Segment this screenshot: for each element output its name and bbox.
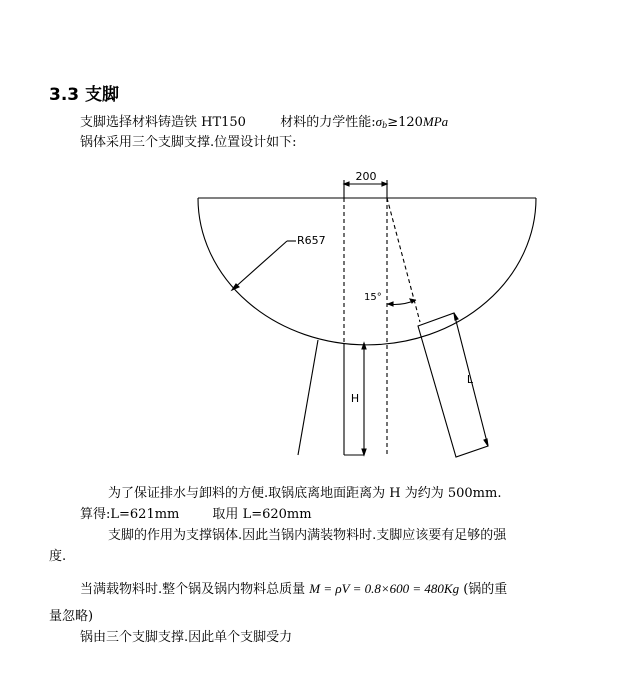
section-number: 3.3	[49, 85, 80, 105]
material-property-label: 材料的力学性能:	[280, 115, 376, 130]
radius-leader	[232, 241, 287, 290]
height-label: H	[350, 392, 360, 405]
mass-line	[80, 581, 507, 598]
sigma-subscript: b	[382, 121, 388, 130]
mass-formula: M = ρV = 0.8×600 = 480Kg	[309, 581, 460, 596]
length-label: L	[466, 373, 474, 386]
purpose-line-2: 度.	[49, 549, 67, 564]
radius-label: R657	[297, 234, 326, 247]
material-text: 支脚选择材料铸造铁 HT150	[80, 115, 246, 130]
sigma-unit: MPa	[422, 114, 449, 129]
dim-label-200: 200	[355, 170, 377, 183]
last-line: 锅由三个支脚支撑.因此单个支脚受力	[80, 630, 293, 645]
mass-prefix: 当满载物料时.整个锅及锅内物料总质量	[80, 582, 306, 597]
height-paragraph: 为了保证排水与卸料的方便.取锅底离地面距离为 H 为约为 500mm.	[108, 486, 502, 501]
mass-suffix: (锅的重	[463, 582, 508, 597]
purpose-line-1: 支脚的作用为支撑锅体.因此当锅内满装物料时.支脚应该要有足够的强	[108, 528, 507, 543]
angle-arrows	[388, 299, 415, 306]
calc-line: 算得:L=621mm 取用 L=620mm	[80, 507, 312, 522]
mass-line-2: 量忽略)	[49, 609, 94, 624]
angle-label: 15°	[364, 292, 382, 303]
leg-left	[298, 340, 318, 455]
sigma-symbol: σ	[375, 114, 383, 129]
section-title: 支脚	[85, 85, 120, 105]
pot-bowl-arc	[198, 198, 536, 345]
sigma-relation: ≥120	[387, 115, 423, 130]
support-intro: 锅体采用三个支脚支撑.位置设计如下:	[80, 135, 297, 150]
